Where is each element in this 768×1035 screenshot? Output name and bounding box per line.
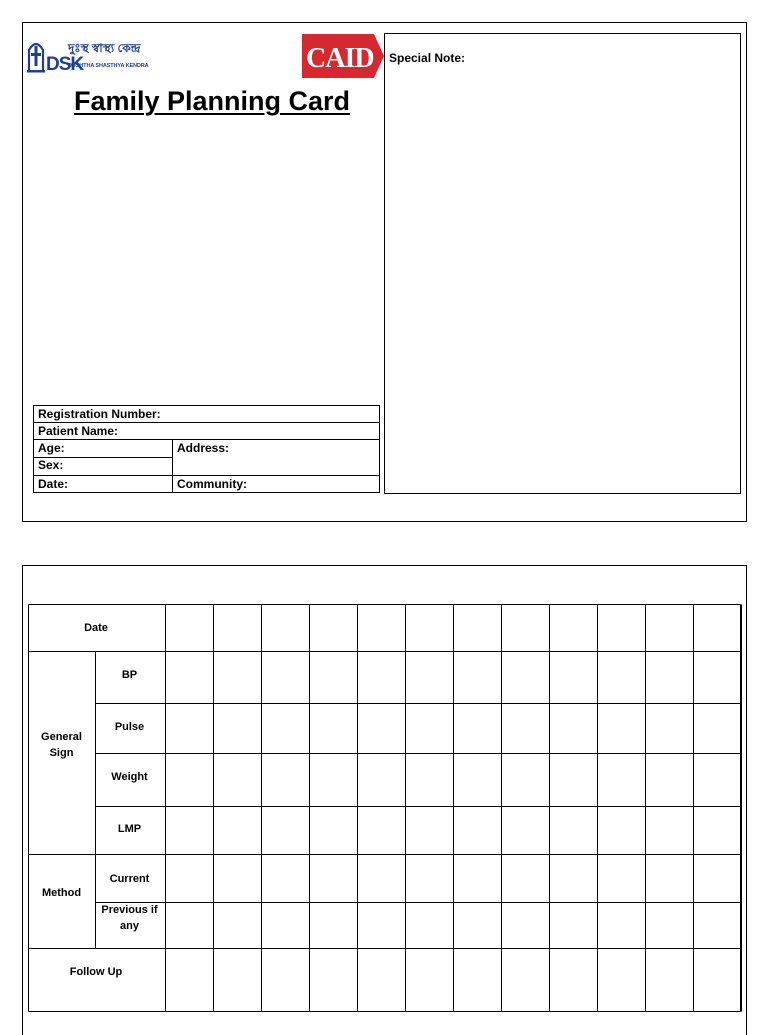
date-row-label: Date [84, 622, 108, 634]
method-label: Method [41, 887, 82, 899]
previous-method-label: Previous if any [101, 904, 158, 932]
age-label: Age: [38, 441, 65, 455]
follow-up-label: Follow Up [69, 966, 123, 978]
pulse-label: Pulse [114, 721, 145, 733]
address-label: Address: [177, 441, 230, 455]
registration-number-label: Registration Number: [38, 407, 161, 421]
lmp-label: LMP [117, 823, 142, 835]
bp-label: BP [121, 669, 138, 681]
dsk-subtitle: DUSHTHA SHASTHYA KENDRA [68, 63, 149, 69]
current-method-label: Current [109, 873, 150, 885]
community-label: Community: [177, 477, 247, 491]
patient-name-label: Patient Name: [38, 424, 119, 438]
page-title: Family Planning Card [73, 86, 351, 116]
weight-label: Weight [111, 771, 148, 783]
dsk-bengali-name: দুঃস্থ স্বাস্থ্য কেন্দ্র [68, 41, 141, 55]
svg-text:CAID: CAID [306, 43, 374, 74]
general-sign-label: General Sign [41, 731, 82, 759]
svg-text:DSK: DSK [46, 54, 84, 75]
special-note-label: Special Note: [389, 51, 466, 65]
date-label: Date: [38, 477, 69, 491]
sex-label: Sex: [38, 458, 64, 472]
